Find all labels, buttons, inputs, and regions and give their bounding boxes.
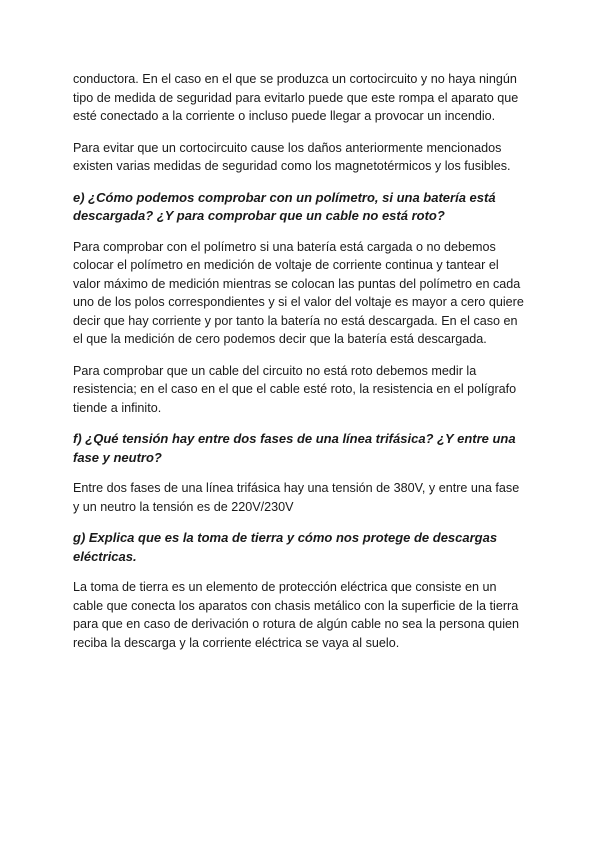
answer-g-paragraph: La toma de tierra es un elemento de protección eléctrica que consiste en un cable que conecta los aparatos con chasis metálico con la superficie de la tierra para que en caso de derivación o rotura de algún cable no sea la persona quien reciba la descarga y la corriente eléctrica se vaya al suelo. (73, 580, 519, 650)
paragraph-intro-1: conductora. En el caso en el que se produzca un cortocircuito y no haya ningún tipo de medida de seguridad para evitarlo puede que este rompa el aparato que esté conectado a la corriente o incluso puede llegar a provocar un incendio. (73, 72, 519, 123)
answer-e-paragraph-2: Para comprobar que un cable del circuito no está roto debemos medir la resistencia; en el caso en el que el cable esté roto, la resistencia en el polígrafo tiende a infinito. (73, 363, 517, 415)
answer-e-paragraph-1: Para comprobar con el polímetro si una batería está cargada o no debemos colocar el polímetro en medición de voltaje de corriente continua y tantear el valor máximo de medición mientras se colocan las puntas del polímetro en cada uno de los polos correspondientes y si el valor del voltaje es mayor a cero quiere decir que hay corriente y por tanto la batería no está descargada. En el caso en el que la medición de cero podemos decir que la batería está descargada. (73, 239, 524, 346)
answer-f-paragraph: Entre dos fases de una línea trifásica hay una tensión de 380V, y entre una fase y un neutro la tensión es de 220V/230V (73, 481, 520, 514)
question-e-heading: e) ¿Cómo podemos comprobar con un polímetro, si una batería está descargada? ¿Y para comprobar que un cable no está roto? (73, 189, 496, 223)
question-g-heading: g) Explica que es la toma de tierra y cómo nos protege de descargas eléctricas. (73, 530, 498, 564)
question-f-heading: f) ¿Qué tensión hay entre dos fases de una línea trifásica? ¿Y entre una fase y neutro? (73, 431, 516, 465)
document-page (73, 70, 528, 665)
paragraph-intro-2: Para evitar que un cortocircuito cause los daños anteriormente mencionados existen varias medidas de seguridad como los magnetotérmicos y los fusibles. (73, 140, 511, 173)
